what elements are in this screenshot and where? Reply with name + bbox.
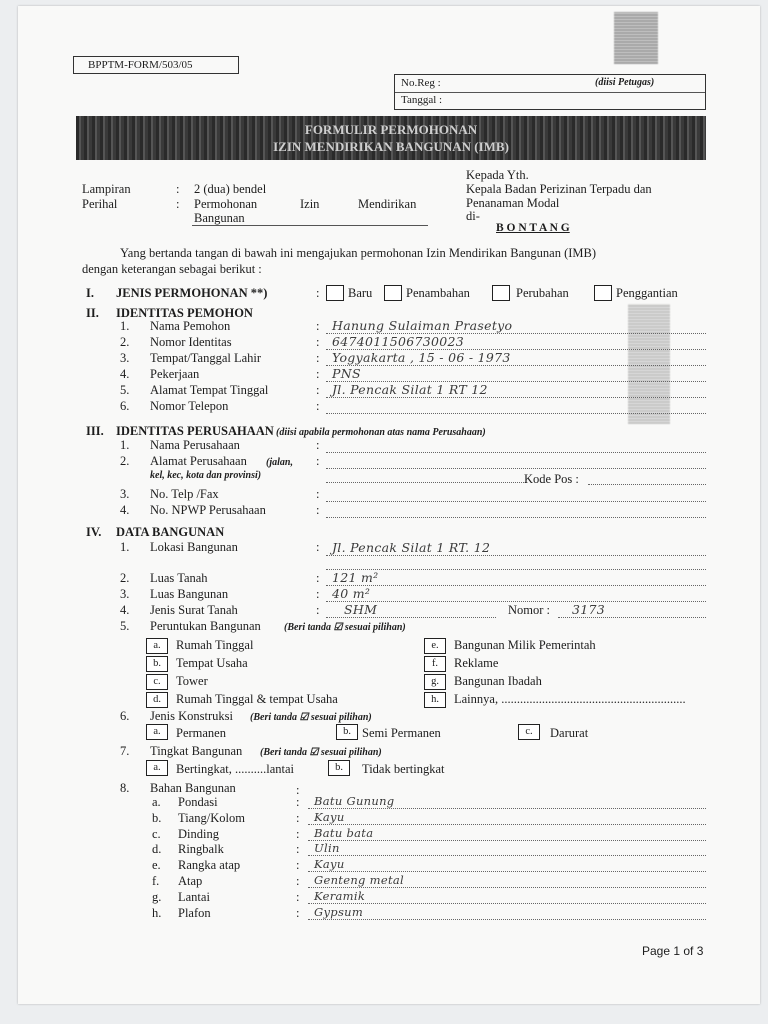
noreg-label: No.Reg : [401,77,441,89]
bahan-row-field[interactable] [308,840,706,841]
peruntukan-option-label: Tower [176,674,208,688]
section2-num: II. [86,306,99,320]
bahan-row-value: Kayu [314,809,345,824]
nomor-field[interactable] [558,617,706,618]
bahan-row-label: Lantai [178,889,210,904]
pemohon-row-no: 6. [120,399,130,413]
form-code: BPPTM-FORM/503/05 [73,56,239,74]
bahan-row-key: f. [152,874,160,888]
peruntukan-option-label: Reklame [454,656,499,670]
tingkat-option-label: Bertingkat, ..........lantai [176,762,295,776]
section3-title: IDENTITAS PERUSAHAAN [116,424,274,438]
pemohon-row-colon: : [316,335,320,349]
tanggal-label: Tanggal : [401,94,443,106]
perusahaan-nama-no: 1. [120,438,130,452]
bahan-row-value: Batu bata [314,825,374,840]
pemohon-row-label: Nama Pemohon [150,319,231,333]
peruntukan-option-label: Tempat Usaha [176,656,248,670]
kodepos-field[interactable] [588,484,706,485]
opt-perubahan-label: Perubahan [516,286,569,300]
tingkat-label: Tingkat Bangunan [150,744,243,758]
checkbox-penggantian[interactable] [594,285,612,301]
bahan-row-label: Plafon [178,905,211,920]
pemohon-row-value: PNS [332,366,361,381]
luas-tanah-no: 2. [120,571,130,585]
perusahaan-telp-label: No. Telp /Fax [150,487,219,501]
perusahaan-alamat-field-1[interactable] [326,468,706,469]
pemohon-row-colon: : [316,383,320,397]
bahan-row-value: Ulin [314,841,340,856]
section4-num: IV. [86,525,102,539]
peruntukan-option-key[interactable]: d. [146,692,168,708]
perusahaan-telp-no: 3. [120,487,130,501]
bahan-row-key: g. [152,889,162,904]
bahan-row-field[interactable] [308,887,706,888]
bahan-row-key: d. [152,842,162,857]
bahan-row-field[interactable] [308,808,706,809]
title-line-2: IZIN MENDIRIKAN BANGUNAN (IMB) [273,139,509,154]
perusahaan-npwp-label: No. NPWP Perusahaan [150,503,266,517]
tingkat-option-label: Tidak bertingkat [362,762,445,776]
peruntukan-option-key[interactable]: h. [424,692,446,708]
nomor-label: Nomor : [508,603,551,617]
bahan-row-colon: : [296,795,300,809]
luas-tanah-field[interactable] [326,585,706,586]
bahan-label: Bahan Bangunan [150,781,236,795]
jenis-surat-colon: : [316,603,320,617]
section1-num: I. [86,286,94,300]
konstruksi-option-label: Semi Permanen [362,726,441,740]
intro-line-1: Yang bertanda tangan di bawah ini mengajukan permohonan Izin Mendirikan Bangunan (IMB) [120,246,597,260]
perusahaan-alamat-note-b: kel, kec, kota dan provinsi) [150,470,262,481]
perusahaan-npwp-colon: : [316,503,320,517]
bahan-row-field[interactable] [308,903,706,904]
pemohon-row-colon: : [316,367,320,381]
luas-tanah-value: 121 m² [332,570,379,585]
bahan-row-colon: : [296,810,300,825]
perihal-label: Perihal [82,197,118,211]
perihal-underline [192,225,428,226]
section1-colon: : [316,286,320,300]
bahan-colon: : [296,783,300,797]
bahan-row-field[interactable] [308,919,706,920]
bahan-row-colon: : [296,889,300,904]
bahan-row-label: Rangka atap [178,858,241,873]
tingkat-note: (Beri tanda ☑ sesuai pilihan) [260,747,382,758]
jenis-surat-no: 4. [120,603,130,617]
page-label: Page 1 of 3 [642,944,704,958]
pemohon-row-label: Nomor Telepon [150,399,229,413]
pemohon-row-no: 2. [120,335,130,349]
pemohon-row-label: Nomor Identitas [150,335,232,349]
bahan-no: 8. [120,781,130,795]
perusahaan-npwp-no: 4. [120,503,130,517]
bahan-row-label: Atap [178,874,203,888]
section3-num: III. [86,424,104,438]
perusahaan-alamat-colon: : [316,454,320,468]
bahan-row-value: Kayu [314,857,345,872]
intro-line-2: dengan keterangan sebagai berikut : [82,262,262,276]
form-page [18,6,760,1004]
pemohon-row-colon: : [316,319,320,333]
pemohon-row-value: Hanung Sulaiman Prasetyo [332,318,513,333]
peruntukan-option-label: Rumah Tinggal [176,638,254,652]
bahan-row-value: Genteng metal [314,873,405,887]
perusahaan-nama-field[interactable] [326,452,706,453]
perihal-value-3: Mendirikan [358,197,417,211]
bahan-row-key: b. [152,810,162,825]
pemohon-row-colon: : [316,399,320,413]
bahan-row-colon: : [296,826,300,841]
pemohon-row-no: 4. [120,367,130,381]
bahan-row-colon: : [296,858,300,873]
scan-smudge-top [614,12,658,64]
title-line-1: FORMULIR PERMOHONAN [304,122,478,137]
jenis-surat-field[interactable] [326,617,496,618]
checkbox-baru[interactable] [326,285,344,301]
opt-penambahan-label: Penambahan [406,286,470,300]
perusahaan-alamat-note-a: (jalan, [266,457,293,468]
peruntukan-option-label: Bangunan Ibadah [454,674,542,688]
perusahaan-alamat-field-2[interactable] [326,482,526,483]
lampiran-colon: : [176,182,180,196]
luas-tanah-colon: : [316,571,320,585]
bahan-row-key: e. [152,858,161,873]
bahan-row-label: Pondasi [178,795,218,809]
bahan-row-key: h. [152,905,162,920]
pemohon-row-field[interactable] [326,365,706,366]
scan-smudge-right [628,304,670,424]
bahan-row-colon: : [296,905,300,920]
tingkat-option-key[interactable]: b. [328,760,350,776]
tingkat-no: 7. [120,744,130,758]
opt-penggantian-label: Penggantian [616,286,678,300]
konstruksi-option-label: Darurat [550,726,589,740]
luas-bangunan-colon: : [316,587,320,601]
perihal-value-4: Bangunan [194,211,245,225]
perihal-value-1: Permohonan [194,197,258,211]
peruntukan-option-key[interactable]: a. [146,638,168,654]
diisi-petugas-note: (diisi Petugas) [595,77,655,88]
petugas-box [394,74,706,110]
bahan-row-colon: : [296,874,300,888]
bahan-row-label: Tiang/Kolom [178,810,245,825]
konstruksi-option-key[interactable]: a. [146,724,168,740]
perusahaan-nama-colon: : [316,438,320,452]
opt-baru-label: Baru [348,286,373,300]
perusahaan-alamat-label: Alamat Perusahaan [150,454,247,468]
perusahaan-telp-colon: : [316,487,320,501]
lokasi-value: Jl. Pencak Silat 1 RT. 12 [332,540,491,555]
luas-bangunan-value: 40 m² [332,586,371,601]
perusahaan-telp-field[interactable] [326,501,706,502]
lokasi-field-1[interactable] [326,555,706,556]
peruntukan-option-key[interactable]: b. [146,656,168,672]
peruntukan-option-label: Rumah Tinggal & tempat Usaha [176,692,338,706]
perusahaan-npwp-field[interactable] [326,517,706,518]
peruntukan-no: 5. [120,619,130,633]
checkbox-penambahan[interactable] [384,285,402,301]
kodepos-label: Kode Pos : [524,472,579,486]
checkbox-perubahan[interactable] [492,285,510,301]
nomor-value: 3173 [572,602,606,617]
pemohon-row-field[interactable] [326,413,706,414]
bahan-row-key: a. [152,795,161,809]
bahan-row-value: Batu Gunung [314,794,395,808]
section1-title: JENIS PERMOHONAN **) [116,286,268,300]
jenis-surat-value: SHM [344,602,378,617]
pemohon-row-colon: : [316,351,320,365]
konstruksi-option-label: Permanen [176,726,226,740]
pemohon-row-value: 6474011506730023 [332,334,465,349]
pemohon-row-no: 5. [120,383,130,397]
peruntukan-option-key[interactable]: f. [424,656,446,672]
recipient-3: Penanaman Modal [466,196,560,210]
perihal-colon: : [176,197,180,211]
perihal-value-2: Izin [300,197,320,211]
section3-note: (diisi apabila permohonan atas nama Perusahaan) [276,427,486,438]
title-banner [76,116,706,160]
peruntukan-option-key[interactable]: c. [146,674,168,690]
bahan-row-key: c. [152,826,161,841]
bahan-row-label: Ringbalk [178,842,224,857]
peruntukan-option-key[interactable]: e. [424,638,446,654]
pemohon-row-label: Tempat/Tanggal Lahir [150,351,262,365]
pemohon-row-no: 1. [120,319,130,333]
peruntukan-option-label: Lainnya, ........................................................... [454,692,686,706]
lokasi-field-2[interactable] [326,569,706,570]
lokasi-label: Lokasi Bangunan [150,540,238,554]
konstruksi-label: Jenis Konstruksi [150,709,233,723]
konstruksi-no: 6. [120,709,130,723]
pemohon-row-value: Jl. Pencak Silat 1 RT 12 [332,382,488,397]
tingkat-option-key[interactable]: a. [146,760,168,776]
recipient-city: B O N T A N G [496,222,570,234]
luas-bangunan-label: Luas Bangunan [150,587,229,601]
pemohon-row-value: Yogyakarta , 15 - 06 - 1973 [332,350,511,365]
perusahaan-alamat-no: 2. [120,454,130,468]
recipient-2: Kepala Badan Perizinan Terpadu dan [466,182,652,196]
luas-bangunan-no: 3. [120,587,130,601]
peruntukan-label: Peruntukan Bangunan [150,619,261,633]
bahan-row-value: Keramik [314,888,366,903]
pemohon-row-field[interactable] [326,397,706,398]
bahan-row-field[interactable] [308,855,706,856]
konstruksi-option-key[interactable]: b. [336,724,358,740]
bahan-row-value: Gypsum [314,904,364,919]
bahan-row-colon: : [296,842,300,857]
recipient-4: di- [466,209,480,223]
perusahaan-nama-label: Nama Perusahaan [150,438,240,452]
peruntukan-option-label: Bangunan Milik Pemerintah [454,638,596,652]
luas-tanah-label: Luas Tanah [150,571,208,585]
lokasi-no: 1. [120,540,130,554]
section4-title: DATA BANGUNAN [116,525,225,539]
section2-title: IDENTITAS PEMOHON [116,306,253,320]
pemohon-row-no: 3. [120,351,130,365]
peruntukan-note: (Beri tanda ☑ sesuai pilihan) [284,622,406,633]
konstruksi-option-key[interactable]: c. [518,724,540,740]
lampiran-value: 2 (dua) bendel [194,182,267,196]
petugas-divider [395,92,705,93]
peruntukan-option-key[interactable]: g. [424,674,446,690]
luas-bangunan-field[interactable] [326,601,706,602]
bahan-row-label: Dinding [178,826,219,841]
jenis-surat-label: Jenis Surat Tanah [150,603,238,617]
lampiran-label: Lampiran [82,182,131,196]
recipient-1: Kepada Yth. [466,168,529,182]
konstruksi-note: (Beri tanda ☑ sesuai pilihan) [250,712,372,723]
pemohon-row-label: Pekerjaan [150,367,200,381]
lokasi-colon: : [316,540,320,554]
pemohon-row-label: Alamat Tempat Tinggal [150,383,269,397]
